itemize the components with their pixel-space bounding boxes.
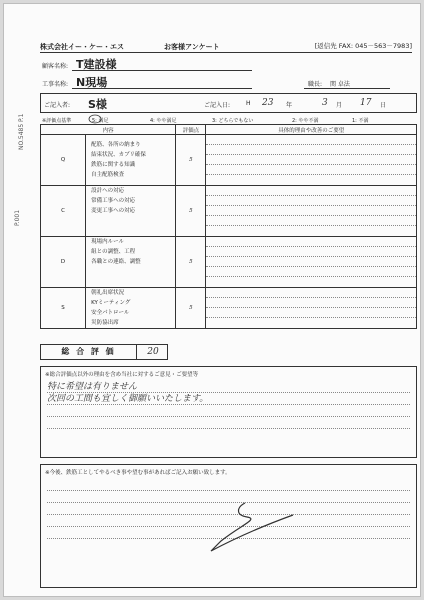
list-item: 結束状況、カブリ確保 [91, 152, 146, 158]
client-name-value[interactable]: T建設様 [76, 58, 117, 71]
date-day-unit: 日 [380, 102, 387, 109]
list-item: 変更工事への対応 [91, 208, 136, 214]
survey-title: お客様アンケート [164, 43, 220, 51]
category-label: S [41, 288, 86, 329]
legend-level5: 5: 満足 [92, 118, 109, 124]
company-name: 株式会社イー・ケー・エス [40, 43, 124, 51]
list-item: 配筋、各所の納まり [91, 142, 141, 148]
comment-line-1[interactable]: 特に希望は有りません [47, 381, 410, 393]
request-line-1[interactable] [47, 479, 410, 491]
client-name-underline [72, 70, 252, 71]
table-row [41, 186, 417, 237]
date-year-unit: 年 [286, 102, 293, 109]
spacer [86, 216, 175, 236]
header-content: 内容 [41, 125, 176, 135]
manager-label: 職長: [308, 81, 323, 88]
list-item: 常備工事への対応 [91, 198, 136, 204]
site-name-underline [72, 88, 252, 89]
header-score: 評価点 [176, 125, 206, 135]
item-list [86, 186, 176, 237]
strike-through-mark [181, 495, 301, 565]
score-value[interactable]: 5 [176, 186, 206, 237]
header-reason: 具体的理由や改善のご要望 [206, 125, 417, 135]
comment-line-2[interactable]: 次回の工間も宜しく御願いいたします。 [47, 393, 410, 405]
date-day[interactable]: 17 [360, 98, 372, 108]
reason-field[interactable] [206, 237, 417, 288]
list-item: 組との調整、工程 [91, 249, 136, 255]
list-item: 設計への対応 [91, 188, 125, 194]
page-code: P.001 [14, 209, 21, 226]
list-item: 現場内ルール [91, 239, 124, 245]
list-item: 安全パトロール [91, 310, 130, 316]
respondent-label: ご記入者: [44, 102, 71, 109]
survey-sheet [3, 3, 421, 597]
reason-field[interactable] [206, 186, 417, 237]
score-value[interactable]: 5 [176, 288, 206, 329]
score-value[interactable]: 5 [176, 237, 206, 288]
total-score-label: 総 合 評 価 [41, 345, 137, 359]
legend-level3: 3: どちらでもない [212, 118, 254, 124]
comments-section[interactable] [40, 366, 417, 458]
category-label: C [41, 186, 86, 237]
legend-level4: 4: やや満足 [150, 118, 177, 124]
comment-line-4[interactable] [47, 417, 410, 429]
requests-prompt: ※今後、鉄筋工としてやるべき事や望む事があればご記入お願い致します。 [45, 470, 231, 476]
total-score-box [40, 344, 168, 360]
table-row [41, 237, 417, 288]
requests-section[interactable] [40, 464, 417, 588]
client-name-label: 顧客名称: [42, 63, 69, 70]
respondent-value[interactable]: S様 [88, 98, 107, 111]
list-item: 自主配筋検査 [91, 172, 125, 178]
category-label: D [41, 237, 86, 288]
list-item: 各職との連絡、調整 [91, 259, 141, 265]
item-list [86, 288, 176, 329]
date-month[interactable]: 3 [322, 98, 328, 108]
total-score-value[interactable]: 20 [147, 347, 159, 357]
item-list [86, 135, 176, 186]
reason-field[interactable] [206, 288, 417, 329]
legend-level1: 1: 不満 [352, 118, 369, 124]
fax-stamp: NO.5485 P.1 [18, 113, 25, 150]
date-month-unit: 月 [336, 102, 343, 109]
header-rule [40, 52, 412, 53]
spacer [86, 267, 175, 287]
table-row [41, 288, 417, 329]
date-era: H [246, 100, 251, 107]
list-item: KYミーティング [91, 300, 131, 306]
table-header-row [41, 125, 417, 135]
list-item: 鉄筋に関する知識 [91, 162, 136, 168]
comment-line-3[interactable] [47, 405, 410, 417]
date-label: ご記入日: [204, 102, 231, 109]
site-name-label: 工事名称: [42, 81, 69, 88]
site-name-value[interactable]: N現場 [76, 76, 108, 89]
reply-fax: [返信先 FAX: 045－563－7983] [314, 42, 412, 50]
evaluation-table [40, 124, 417, 329]
reason-field[interactable] [206, 135, 417, 186]
date-year[interactable]: 23 [262, 98, 274, 108]
category-label: Q [41, 135, 86, 186]
list-item: 朝礼出席状況 [91, 290, 125, 296]
item-list [86, 237, 176, 288]
manager-underline [304, 88, 390, 89]
legend-title: ※評価点基準 [42, 118, 72, 124]
score-value[interactable]: 5 [176, 135, 206, 186]
circled-score-mark [88, 114, 102, 124]
list-item: 災防協出席 [91, 320, 119, 326]
legend-level2: 2: やや不満 [292, 118, 319, 124]
table-row [41, 135, 417, 186]
comments-prompt: ※総合評価点以外の理由を含め当社に対するご意見・ご要望等 [45, 372, 199, 378]
manager-value: 関 卓法 [330, 81, 350, 88]
